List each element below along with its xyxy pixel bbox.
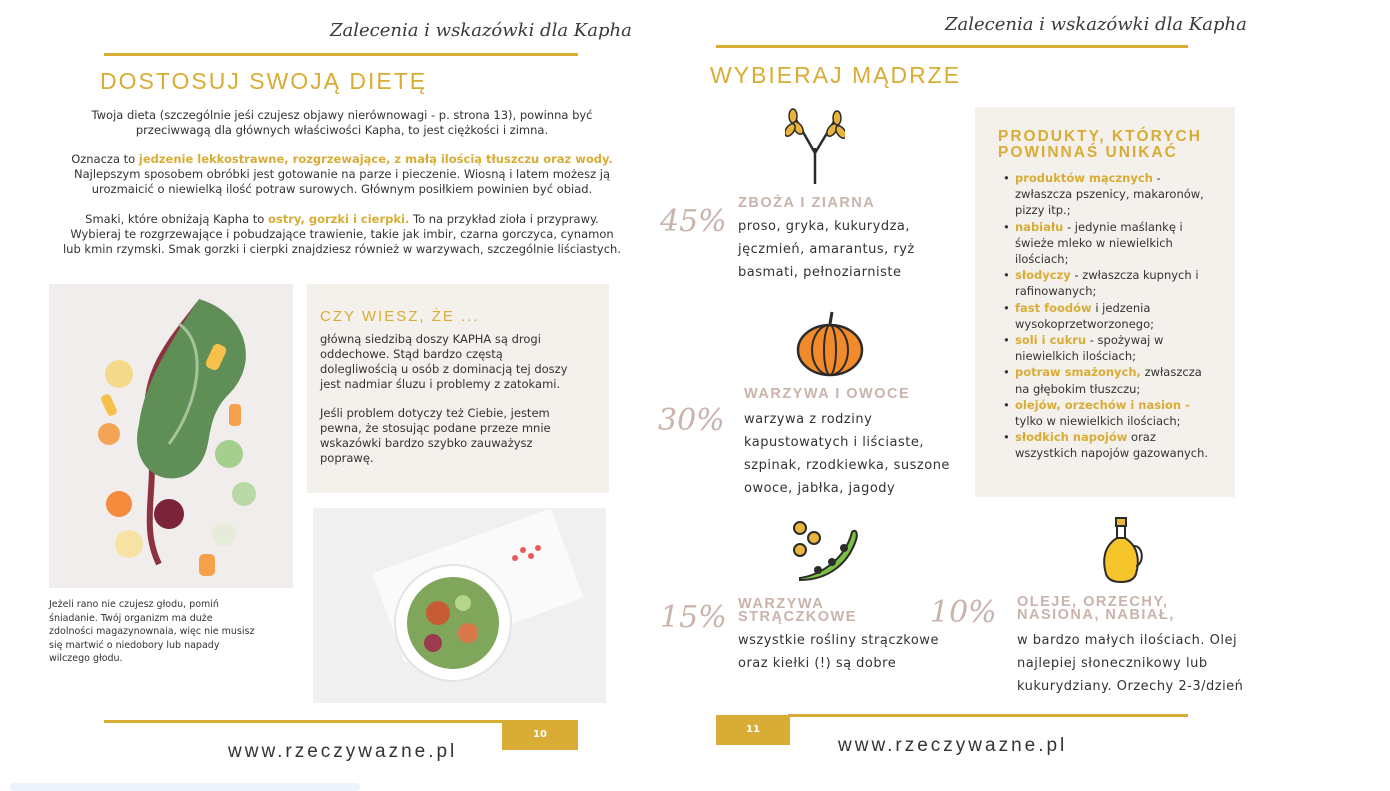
kale-illustration xyxy=(49,284,293,588)
did-you-know-text-1: główną siedzibą doszy KAPHA są drogi oddechowe. Stąd bardzo częstą dolegliwością u osób z dominacją tej doszy jest nadmiar śluzu i problemy z zatokami. xyxy=(320,332,568,391)
running-head: Zalecenia i wskazówki dla Kapha xyxy=(330,20,632,41)
wheat-icon xyxy=(785,108,845,188)
category-text-grains: proso, gryka, kukurydza, jęczmień, amarantus, ryż basmati, pełnoziarniste xyxy=(738,219,915,280)
website-url[interactable]: www.rzeczywazne.pl xyxy=(838,735,1068,756)
taste-highlight: ostry, gorzki i cierpki. xyxy=(267,212,410,226)
avoid-item-text: oraz wszystkich napojów gazowanych. xyxy=(1015,430,1209,461)
avoid-item xyxy=(1003,219,1215,268)
avoid-item-highlight: produktów mącznych xyxy=(1015,171,1153,185)
percent-grains: 45% xyxy=(660,204,727,239)
page-shadow xyxy=(10,783,360,791)
left-page xyxy=(0,0,660,791)
category-text-legumes: wszystkie rośliny strączkowe oraz kiełki (!) są dobre xyxy=(738,633,939,671)
page-title: WYBIERAJ MĄDRZE xyxy=(710,62,962,88)
avoid-item-highlight: słodkich napojów xyxy=(1015,430,1128,445)
right-page xyxy=(660,0,1390,791)
diet-text-rest: Najlepszym sposobem obróbki jest gotowanie na parze i pieczenie. Wiosną i latem możesz ją urozmaicić o niewielką ilość potraw surowych. Głównym posiłkiem powinien być obiad. xyxy=(73,167,611,196)
avoid-item-highlight: słodyczy xyxy=(1015,268,1071,283)
avoid-item-text: tylko w niewielkich ilościach; xyxy=(1015,414,1181,429)
salad-illustration xyxy=(313,508,606,703)
avoid-title-line-2: POWINNAŚ UNIKAĆ xyxy=(998,144,1178,161)
avoid-item xyxy=(1003,300,1215,332)
avoid-item-highlight: soli i cukru xyxy=(1015,333,1087,348)
avoid-title-line-1: PRODUKTY, KTÓRYCH xyxy=(998,128,1202,145)
avoid-item-text: - zwłaszcza kupnych i rafinowanych; xyxy=(1015,268,1199,299)
avoid-item-text: i jedzenia wysokoprzetworzonego; xyxy=(1015,300,1154,331)
category-subtitle-legumes: STRĄCZKOWE xyxy=(738,609,857,625)
avoid-item xyxy=(1003,170,1215,219)
taste-paragraph xyxy=(62,212,622,257)
avoid-item-highlight: nabiału xyxy=(1015,219,1064,234)
did-you-know-text-2: Jeśli problem dotyczy też Ciebie, jestem pewna, że stosując podane przeze mnie wskazówki bardzo szybko zauważysz poprawę. xyxy=(320,406,551,465)
diet-paragraph xyxy=(62,152,622,197)
website-url[interactable]: www.rzeczywazne.pl xyxy=(228,741,458,762)
intro-paragraph xyxy=(62,108,622,138)
taste-text-rest: To na przykład zioła i przyprawy. Wybieraj te rozgrzewające i pobudzające trawienie, takie jak imbir, czarna gorczyca, cynamon lub kmin rzymski. Smak gorzki i cierpki znajdziesz również w warzywach, szczególnie liściastych. xyxy=(62,212,622,256)
avoid-item-text: - jedynie maślankę i świeże mleko w niewielkich ilościach; xyxy=(1015,219,1183,267)
pumpkin-icon xyxy=(795,310,865,382)
peas-icon xyxy=(790,520,860,586)
avoid-item-text: - zwłaszcza pszenicy, makaronów, pizzy itp.; xyxy=(1015,171,1204,218)
avoid-products-box xyxy=(975,107,1235,497)
did-you-know-title: CZY WIESZ, ŻE ... xyxy=(320,308,480,325)
page-title: DOSTOSUJ SWOJĄ DIETĘ xyxy=(100,68,428,94)
page-number: 11 xyxy=(716,715,790,745)
category-title-oils: OLEJE, ORZECHY, xyxy=(1017,594,1169,610)
oil-bottle-icon xyxy=(1100,516,1144,588)
avoid-item-highlight: fast foodów xyxy=(1015,300,1092,315)
did-you-know-box xyxy=(307,284,609,493)
category-subtitle-oils: NASIONA, NABIAŁ, xyxy=(1017,607,1175,623)
avoid-item-text: - spożywaj w niewielkich ilościach; xyxy=(1015,333,1164,364)
avoid-item xyxy=(1003,364,1215,396)
avoid-item xyxy=(1003,332,1215,364)
intro-text: Twoja dieta (szczególnie jeśi czujesz objawy nierównowagi - p. strona 13), powinna być przeciwwagą dla głównych właściwości Kapha, to jest ciężkości i zimna. xyxy=(91,108,593,137)
footer-rule xyxy=(104,720,504,723)
footer-rule xyxy=(788,714,1188,717)
breakfast-caption: Jeżeli rano nie czujesz głodu, pomiń śniadanie. Twój organizm ma duże zdolności magazynownaia, więc nie musisz się martwić o niedobory lub napady wilczego głodu. xyxy=(49,599,255,664)
avoid-item-text: zwłaszcza na głębokim tłuszczu; xyxy=(1015,365,1202,396)
category-title-vegetables: WARZYWA I OWOCE xyxy=(744,386,911,402)
taste-text-prefix: Smaki, które obniżają Kapha to xyxy=(85,212,268,226)
avoid-list xyxy=(1003,170,1215,462)
percent-legumes: 15% xyxy=(660,600,727,635)
salad-bowl-photo xyxy=(313,508,606,703)
diet-text-prefix: Oznacza to xyxy=(71,152,139,166)
avoid-item xyxy=(1003,429,1215,461)
diet-highlight: jedzenie lekkostrawne, rozgrzewające, z małą ilością tłuszczu oraz wody. xyxy=(138,152,613,166)
category-text-vegetables: warzywa z rodziny kapustowatych i liściaste, szpinak, rzodkiewka, suszone owoce, jabłka, jagody xyxy=(744,412,950,496)
avoid-item xyxy=(1003,397,1215,429)
kale-vegetables-photo xyxy=(49,284,293,588)
avoid-item-highlight: potraw smażonych, xyxy=(1015,365,1141,380)
avoid-item-highlight: olejów, orzechów i nasion - xyxy=(1015,397,1190,412)
percent-oils: 10% xyxy=(930,595,997,630)
percent-vegetables: 30% xyxy=(658,403,725,438)
avoid-item xyxy=(1003,267,1215,299)
avoid-title xyxy=(998,129,1202,161)
category-title-legumes: WARZYWA xyxy=(738,596,825,612)
page-number: 10 xyxy=(502,720,578,750)
header-rule xyxy=(104,53,578,56)
category-text-oils: w bardzo małych ilościach. Olej najlepiej słonecznikowy lub kukurydziany. Orzechy 2-3/dzień xyxy=(1017,633,1244,694)
running-head: Zalecenia i wskazówki dla Kapha xyxy=(945,14,1247,35)
header-rule xyxy=(716,45,1188,48)
category-title-grains: ZBOŻA I ZIARNA xyxy=(738,195,876,211)
